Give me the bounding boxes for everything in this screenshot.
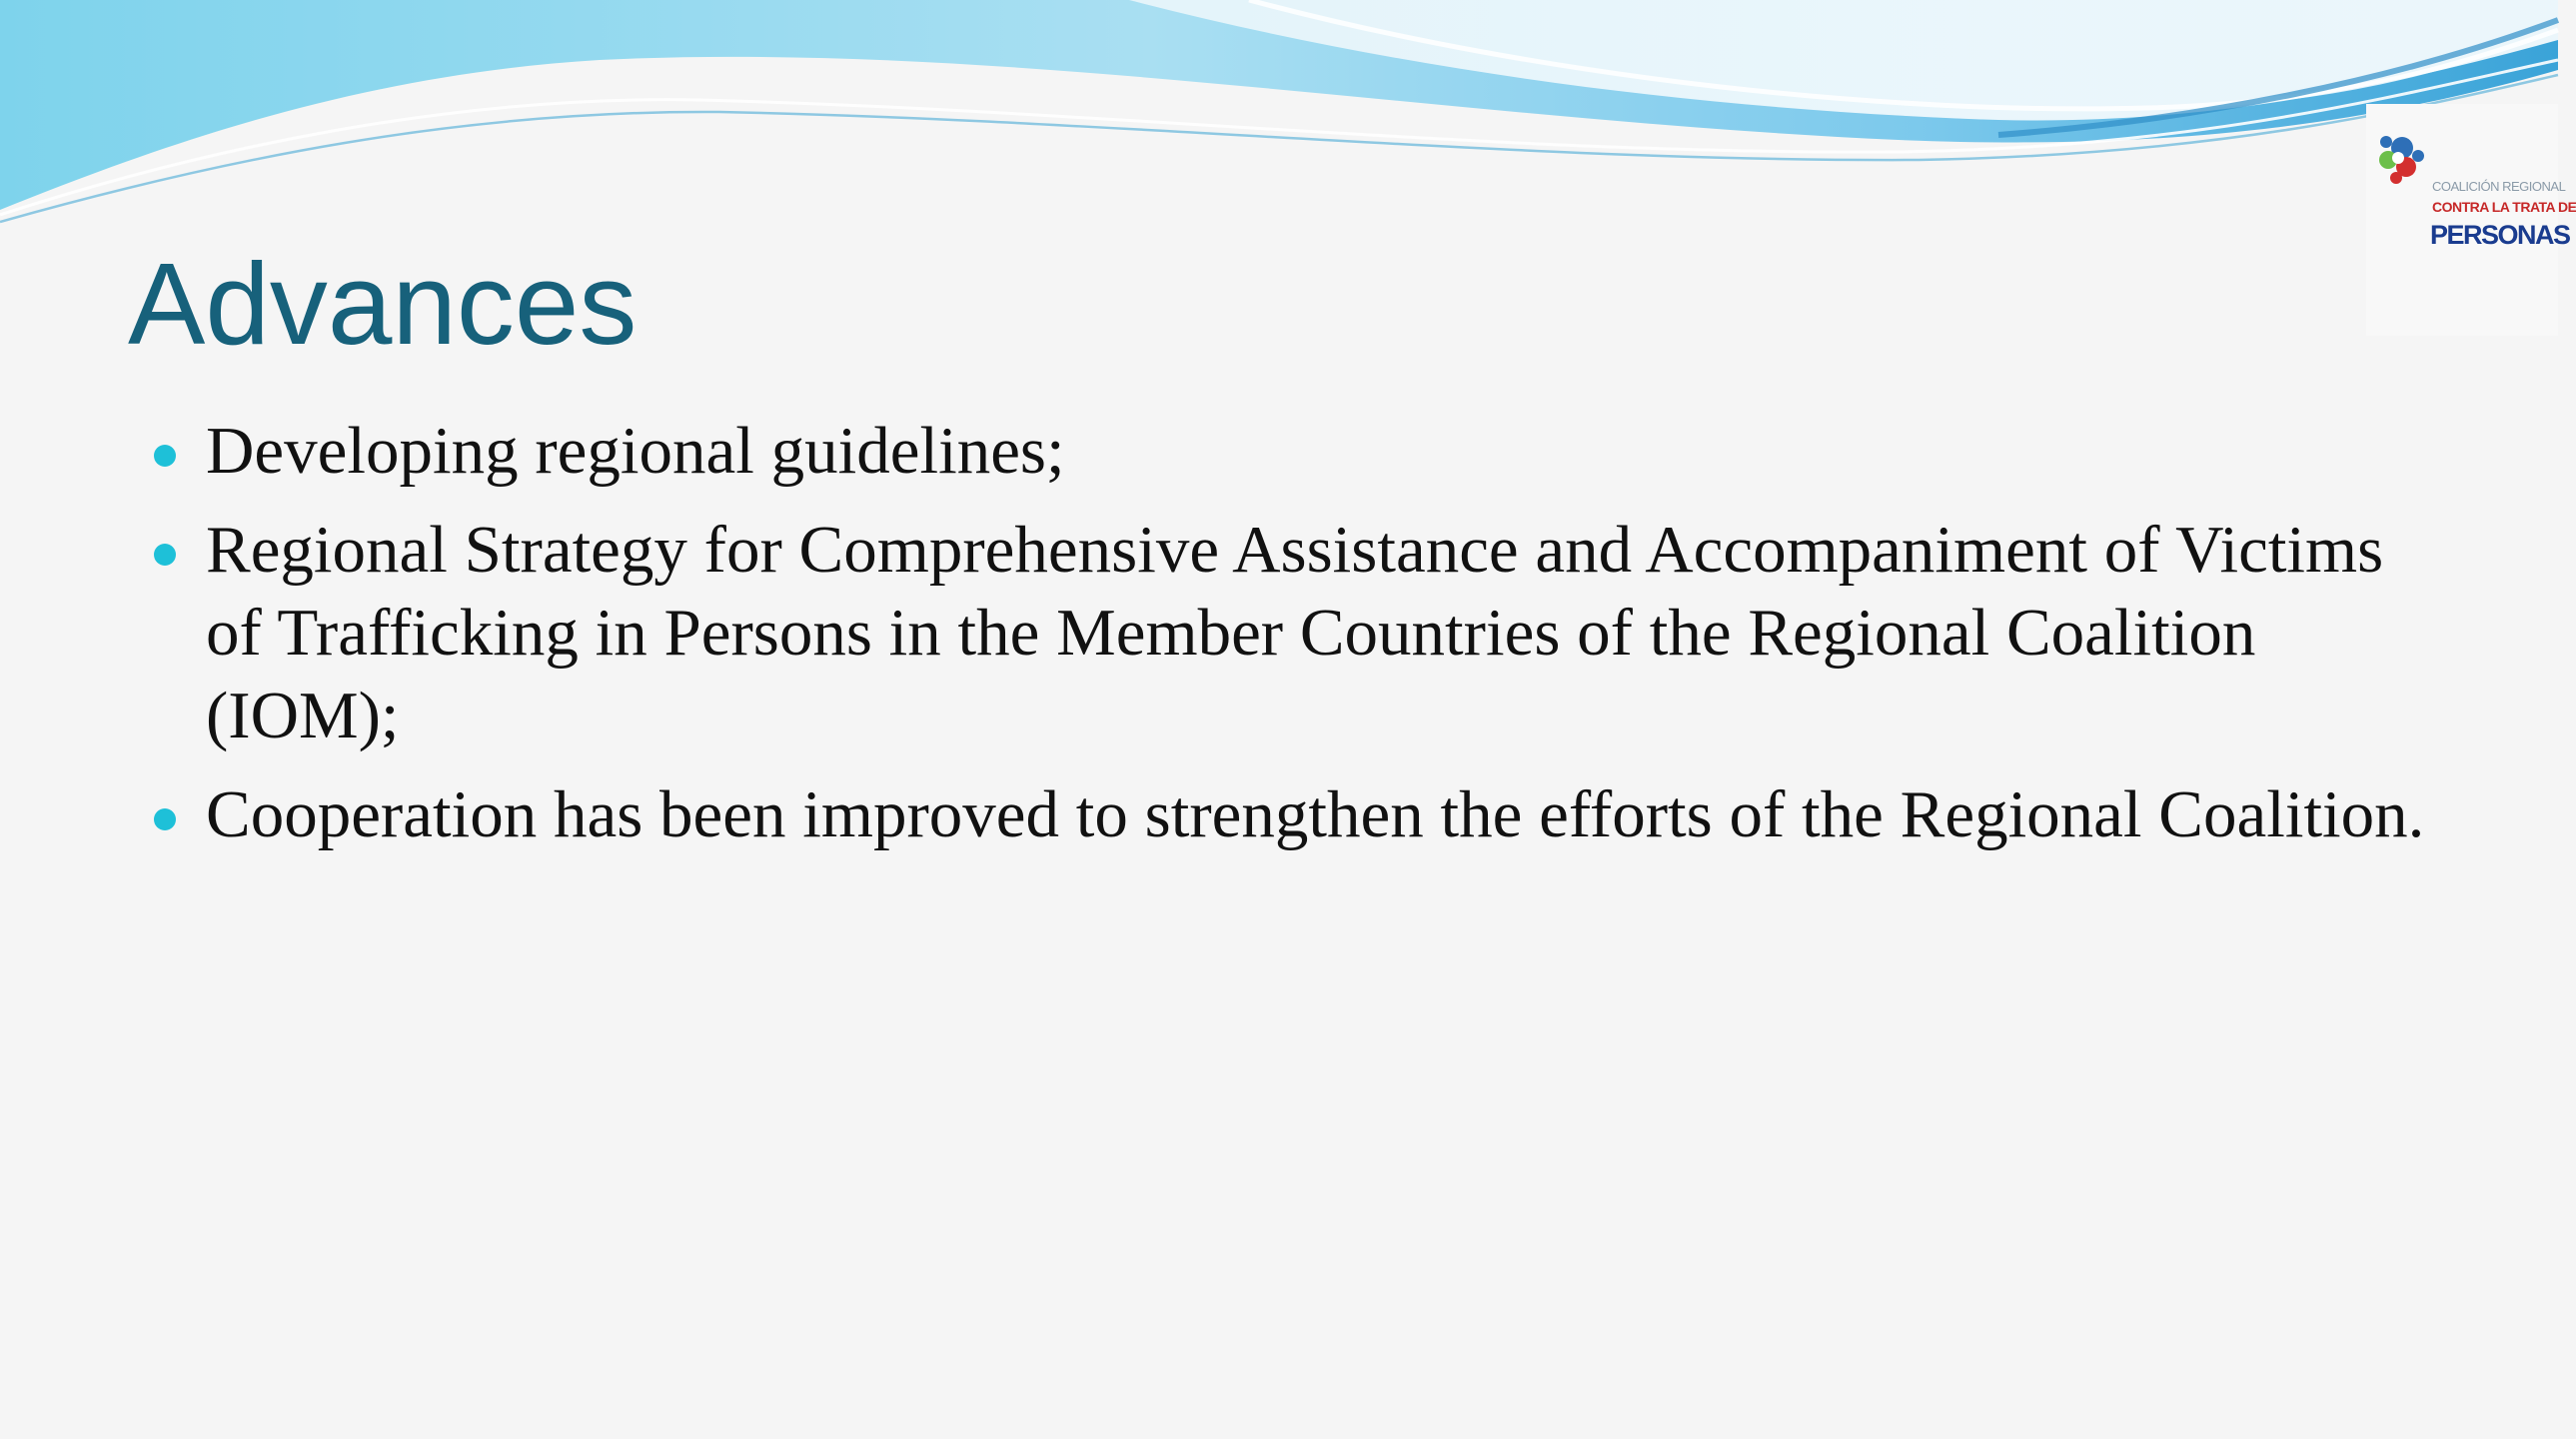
bullet-text: Cooperation has been improved to strengthen the efforts of the Regional Coalition. — [206, 777, 2425, 851]
coalition-logo — [2366, 104, 2576, 336]
logo-line-3: PERSONAS — [2430, 220, 2570, 250]
bullet-dot-icon — [154, 544, 176, 566]
logo-emblem-icon — [2366, 104, 2430, 200]
bullet-text: Developing regional guidelines; — [206, 414, 1065, 488]
bullet-item — [150, 410, 2428, 493]
bullet-item — [150, 509, 2428, 757]
bullet-dot-icon — [154, 445, 176, 467]
bullet-list — [150, 410, 2428, 872]
slide-title: Advances — [128, 239, 638, 369]
bullet-dot-icon — [154, 808, 176, 830]
logo-line-2: CONTRA LA TRATA DE — [2432, 199, 2576, 215]
logo-line-1: COALICIÓN REGIONAL — [2432, 179, 2566, 194]
bullet-text: Regional Strategy for Comprehensive Assistance and Accompaniment of Victims of Trafficking in Persons in the Member Countries of the Regional Coalition (IOM); — [206, 513, 2384, 752]
header-wave-decoration — [0, 0, 2558, 240]
bullet-item — [150, 773, 2428, 856]
